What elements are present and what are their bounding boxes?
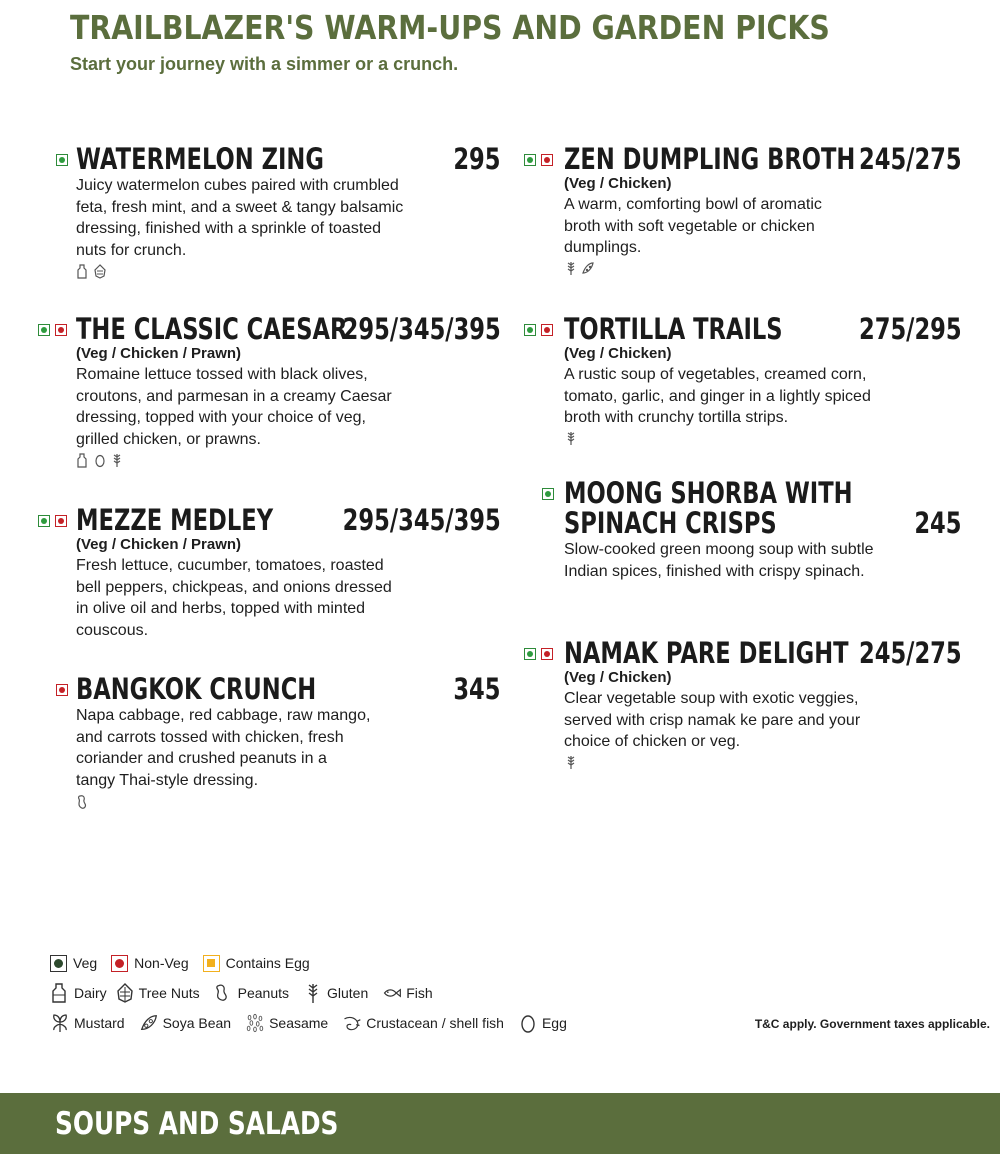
item-name: THE CLASSIC CAESAR: [76, 312, 348, 346]
menu-item-mezze-medley: [76, 505, 501, 641]
menu-item-tortilla-trails: [564, 314, 962, 447]
legend-sesame: Seasame: [269, 1015, 329, 1031]
dairy-icon: [50, 982, 70, 1004]
veg-icon: [38, 515, 50, 527]
sesame-icon: [245, 1012, 265, 1034]
item-price: 295/345/395: [342, 312, 501, 346]
menu-item-bangkok-crunch: [76, 674, 501, 809]
item-name: ZEN DUMPLING BROTH: [564, 142, 856, 176]
section-footer-bar: [0, 1093, 1000, 1154]
dairy-icon: [76, 264, 90, 279]
item-price: 245: [914, 506, 962, 540]
item-variant: (Veg / Chicken): [564, 345, 672, 362]
item-description: Romaine lettuce tossed with black olives, croutons, and parmesan in a creamy Caesar dressing, topped with your choice of veg, grilled chicken, or prawns.: [76, 366, 392, 448]
veg-icon: [542, 488, 554, 500]
peanuts-icon: [76, 794, 90, 809]
item-price: 295/345/395: [342, 503, 501, 537]
legend-nonveg: Non-Veg: [134, 955, 189, 971]
item-description: Slow-cooked green moong soup with subtle Indian spices, finished with crispy spinach.: [564, 541, 874, 580]
nonveg-icon: [56, 684, 68, 696]
legend-fish: Fish: [406, 985, 433, 1001]
item-price: 245/275: [859, 636, 962, 670]
crustacean-icon: [342, 1012, 362, 1034]
item-name-line-2: SPINACH CRISPS: [564, 506, 777, 540]
item-name: BANGKOK CRUNCH: [76, 672, 317, 706]
legend-crustacean: Crustacean / shell fish: [366, 1015, 504, 1031]
soya-bean-icon: [139, 1012, 159, 1034]
item-name: WATERMELON ZING: [76, 142, 324, 176]
soya-bean-icon: [581, 261, 595, 276]
gluten-icon: [110, 453, 124, 468]
menu-item-classic-caesar: [76, 314, 501, 468]
item-description: A warm, comforting bowl of aromatic broth with soft vegetable or chicken dumplings.: [564, 196, 822, 256]
tree-nuts-icon: [93, 264, 107, 279]
item-description: Napa cabbage, red cabbage, raw mango, and carrots tossed with chicken, fresh coriander and crushed peanuts in a tangy Thai-style dressing.: [76, 707, 371, 789]
item-name-line-1: MOONG SHORBA WITH: [564, 476, 853, 510]
veg-icon: [50, 955, 67, 972]
veg-icon: [524, 648, 536, 660]
legend-dairy: Dairy: [74, 985, 107, 1001]
item-description: Clear vegetable soup with exotic veggies, served with crisp namak ke pare and your choice of chicken or veg.: [564, 690, 861, 750]
legend-mustard: Mustard: [74, 1015, 125, 1031]
legend-peanuts: Peanuts: [237, 985, 289, 1001]
legend-contains-egg: Contains Egg: [225, 955, 310, 971]
menu-item-zen-dumpling-broth: [564, 144, 962, 277]
gluten-icon: [303, 982, 323, 1004]
legend-soya-bean: Soya Bean: [162, 1015, 232, 1031]
page-subtitle: Start your journey with a simmer or a crunch.: [70, 54, 459, 74]
allergen-legend: [50, 948, 581, 1038]
nonveg-icon: [55, 515, 67, 527]
item-name: NAMAK PARE DELIGHT: [564, 636, 849, 670]
item-price: 275/295: [859, 312, 962, 346]
legend-tree-nuts: Tree Nuts: [138, 985, 200, 1001]
tree-nuts-icon: [115, 982, 135, 1004]
item-variant: (Veg / Chicken): [564, 175, 672, 192]
menu-item-watermelon-zing: [76, 144, 501, 279]
gluten-icon: [564, 261, 578, 276]
item-price: 245/275: [859, 142, 962, 176]
item-name: MEZZE MEDLEY: [76, 503, 274, 537]
mustard-icon: [50, 1012, 70, 1034]
terms-note: T&C apply. Government taxes applicable.: [754, 1017, 990, 1031]
gluten-icon: [564, 431, 578, 446]
peanuts-icon: [214, 982, 234, 1004]
fish-icon: [382, 982, 402, 1004]
menu-item-moong-shorba: [564, 478, 962, 582]
veg-icon: [524, 154, 536, 166]
nonveg-icon: [111, 955, 128, 972]
legend-gluten: Gluten: [327, 985, 369, 1001]
item-price: 345: [453, 672, 501, 706]
item-variant: (Veg / Chicken / Prawn): [76, 345, 242, 362]
legend-egg: Egg: [541, 1015, 567, 1031]
egg-icon: [93, 453, 107, 468]
item-price: 295: [453, 142, 501, 176]
egg-icon: [518, 1012, 538, 1034]
section-title: SOUPS AND SALADS: [55, 1106, 339, 1142]
nonveg-icon: [541, 324, 553, 336]
legend-veg: Veg: [73, 955, 98, 971]
veg-icon: [38, 324, 50, 336]
dairy-icon: [76, 453, 90, 468]
nonveg-icon: [541, 154, 553, 166]
item-description: Juicy watermelon cubes paired with crumbled feta, fresh mint, and a sweet & tangy balsamic dressing, finished with a sprinkle of toasted nuts for crunch.: [76, 177, 404, 259]
item-variant: (Veg / Chicken): [564, 669, 672, 686]
nonveg-icon: [541, 648, 553, 660]
veg-icon: [524, 324, 536, 336]
gluten-icon: [564, 755, 578, 770]
item-description: A rustic soup of vegetables, creamed corn, tomato, garlic, and ginger in a lightly spiced broth with crunchy tortilla strips.: [564, 366, 871, 426]
item-variant: (Veg / Chicken / Prawn): [76, 536, 242, 553]
veg-icon: [56, 154, 68, 166]
nonveg-icon: [55, 324, 67, 336]
contains-egg-icon: [203, 955, 220, 972]
item-name: TORTILLA TRAILS: [564, 312, 783, 346]
page-title: TRAILBLAZER'S WARM-UPS AND GARDEN PICKS: [70, 8, 830, 47]
menu-item-namak-pare-delight: [564, 638, 962, 771]
item-description: Fresh lettuce, cucumber, tomatoes, roasted bell peppers, chickpeas, and onions dressed in olive oil and herbs, topped with minted couscous.: [76, 557, 392, 639]
